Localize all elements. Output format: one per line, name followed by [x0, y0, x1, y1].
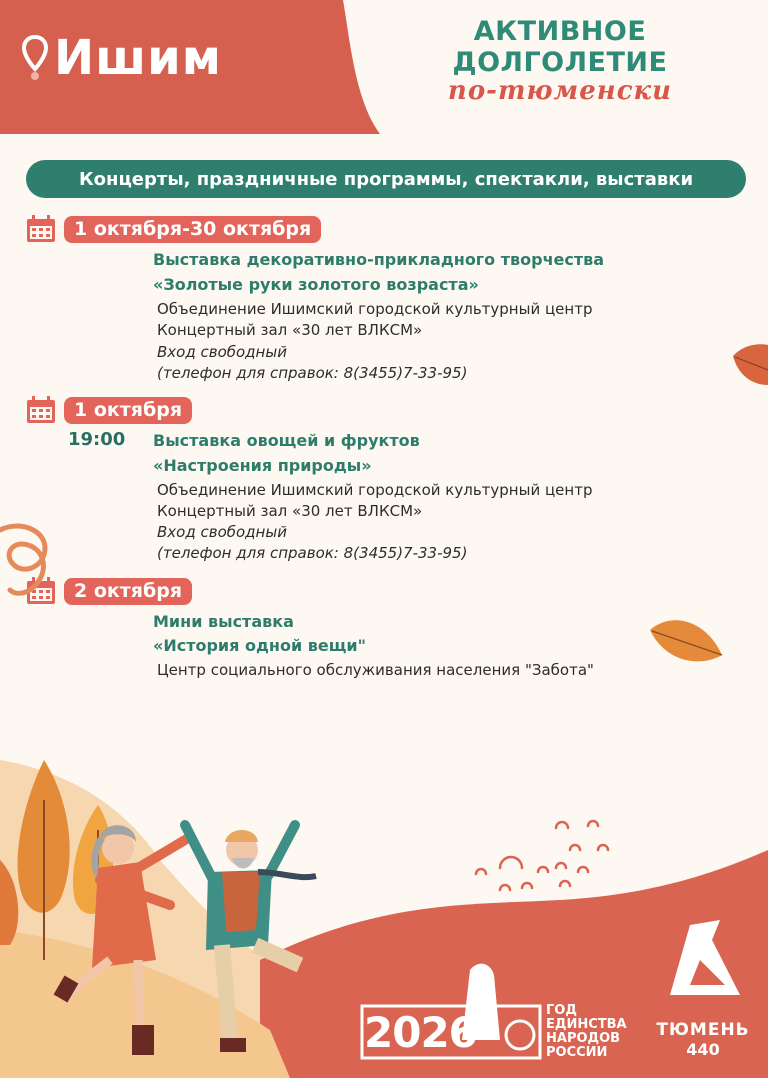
tyumen-logo-text: [648, 1020, 758, 1059]
event-phone: (телефон для справок: 8(3455)7-33-95): [157, 364, 468, 382]
leaf-icon: [733, 344, 768, 385]
event-venue: Центр социального обслуживания населения "Забота": [157, 661, 594, 679]
year-caption-line: ЕДИНСТВА: [546, 1017, 627, 1032]
city-name: Ишим: [54, 30, 223, 86]
event-hall: Концертный зал «30 лет ВЛКСМ»: [157, 321, 423, 339]
tyumen-age: 440: [686, 1040, 720, 1059]
year-label: 2026: [364, 1008, 477, 1057]
event-hall: Концертный зал «30 лет ВЛКСМ»: [157, 502, 423, 520]
category-label: Концерты, праздничные программы, спектакли, выставки: [78, 168, 694, 190]
event-title-name: «Настроения природы»: [153, 456, 372, 475]
event-date: 1 октября: [64, 397, 192, 424]
event-phone: (телефон для справок: 8(3455)7-33-95): [157, 544, 468, 562]
brand-line-2: ДОЛГОЛЕТИЕ: [452, 47, 668, 78]
year-caption-line: РОССИИ: [546, 1045, 608, 1060]
brand-script: по-тюменски: [447, 76, 673, 106]
event-title: Мини выставка: [153, 612, 294, 631]
event-entry: Вход свободный: [157, 523, 287, 541]
year-caption-line: ГОД: [546, 1003, 577, 1018]
event-time: 19:00: [68, 429, 126, 450]
event-entry: Вход свободный: [157, 343, 287, 361]
tyumen-name: ТЮМЕНЬ: [656, 1020, 750, 1040]
year-caption: [546, 1004, 641, 1060]
event-venue: Объединение Ишимский городской культурный центр: [157, 300, 593, 318]
event-date: 1 октября-30 октября: [64, 216, 321, 243]
leaf-icon: [650, 620, 722, 661]
year-caption-line: НАРОДОВ: [546, 1031, 621, 1046]
event-title-name: «Золотые руки золотого возраста»: [153, 275, 479, 294]
event-date: 2 октября: [64, 578, 192, 605]
event-venue: Объединение Ишимский городской культурный центр: [157, 481, 593, 499]
event-title: Выставка овощей и фруктов: [153, 431, 420, 450]
brand-line-1: АКТИВНОЕ: [473, 16, 647, 47]
event-title: Выставка декоративно-прикладного творчества: [153, 250, 605, 269]
event-title-name: «История одной вещи": [153, 636, 366, 655]
